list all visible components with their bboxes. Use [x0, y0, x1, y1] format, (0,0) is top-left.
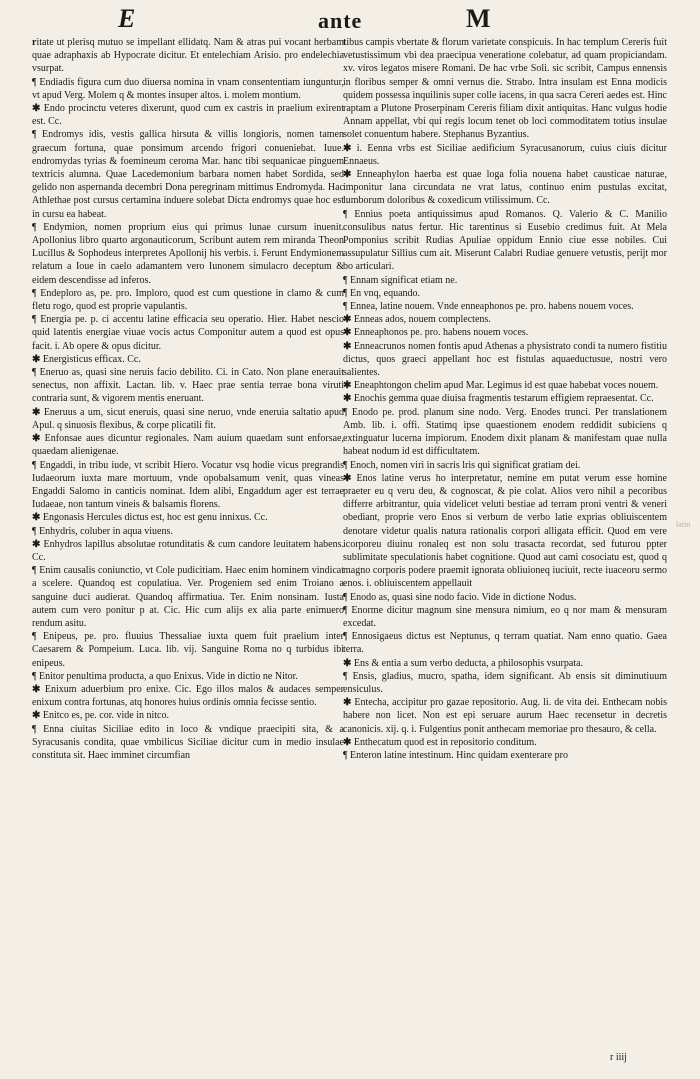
left-column — [32, 36, 344, 1046]
dictionary-entry: ✱ Energisticus efficax. Cc. — [32, 353, 141, 365]
dictionary-entry: ✱ Enochis gemma quae diuisa fragmentis testarum effigiem repraesentat. Cc. — [343, 393, 654, 405]
dictionary-entry: ✱ i. Eenna vrbs est Siciliae aedificium Syracusanorum, cuius ciuis dicitur Ennaeus. — [343, 142, 667, 167]
dictionary-entry: ¶ Enitor penultima producta, a quo Enixus. Vide in dictio ne Nitor. — [32, 670, 298, 682]
dictionary-entry: ✱ Enneacrunos nomen fontis apud Athenas a physistrato condi ta numero fistitiu dictus, quos graeci appellant hoc est fistulas aquaeductusue, nostri vero salientes. — [343, 340, 667, 379]
dictionary-entry: ¶ En vnq, equando. — [343, 287, 421, 299]
dictionary-entry: ¶ Ennius poeta antiquissimus apud Romanos. Q. Valerio & C. Manilio consulibus natus fertur. Hic tarentinus si Eusebio credimus fuit. At Mela Pomponius scribit Rudias Apuliae oppidum Ennio ciue esse nobiles. Cui assupulatur Sillius cum ait. Miserunt Calabri Rudiae genuere vetustis, perijt mor bo articulari. — [343, 208, 667, 273]
dictionary-entry: ✱ Enthecatum quod est in repositorio conditum. — [343, 736, 537, 748]
dictionary-entry: ¶ Ensis, gladius, mucro, spatha, idem significant. Ab ensis sit diminutiuum ensiculus. — [343, 670, 667, 695]
dictionary-entry: ✱ Engonasis Hercules dictus est, hoc est genu innixus. Cc. — [32, 512, 268, 524]
dictionary-entry: ✱ Enos latine verus ho interpretatur, nemine em putat verum esse homine praeter eu q veru deu, & cognoscat, & pie colat. Alios vero nihil a pecoribus differre arbitrantur, quia videlicet veluti bestiae ad terram proni ventri & veneri obediant, proprie vero Enos si verbum de verbo latie exprias obliuiscentem denotare videtur qualis natura rationalis corpori alligata efficit. Quod em vere icorporeu diuinu ronaleq est non solu trasacta recordat, sed futurou ppter sublimitate speculationis habet cognitione. Quod aut cami cosociatu est, quod q magno corporis podere praemit ignorata obliuioneq iuciuit, recte iuaceoru sermo enos. i. obliuiscentem appellauit — [343, 472, 667, 590]
running-head — [0, 4, 700, 34]
dictionary-entry: ¶ Ennosigaeus dictus est Neptunus, q terram quatiat. Nam enno quatio. Gaea terra. — [343, 631, 667, 656]
dictionary-entry: ritate ut plerisq mutuo se impellant ellidatq. Nam & atras pui vocant herbam quae adraphaxis ab Hypocrate dicitur. Et entelechiam Arisio. pro endelechia vsurpat. — [32, 37, 344, 75]
right-column — [343, 36, 667, 1046]
dictionary-entry: ✱ Enixum aduerbium pro enixe. Cic. Ego illos malos & audaces semper enixum contra fortunas, atq honores huius ordinis omnia fecisse sentio. — [32, 683, 344, 709]
dictionary-entry: ¶ Endymion, nomen proprium eius qui primus lunae cursum inuenit. Apollonius libro quarto argonauticorum, Scribunt autem rem miranda Theon Lucillus & Sophodeus interpretes Apollonij his verbis. i. Ferunt Endymionem relatum a Ioue in caelo adamantem vero Iunonem simulacro deceptum & eidem descendisse ad inferos. — [32, 221, 344, 286]
dictionary-entry: ✱ Ens & entia a sum verbo deducta, a philosophis vsurpata. — [343, 657, 584, 669]
dictionary-entry: ¶ Ennea, latine nouem. Vnde enneaphonos pe. pro. habens nouem voces. — [343, 301, 634, 313]
dictionary-entry: ¶ Enna ciuitas Siciliae edito in loco & vndique praecipiti sita, & a Syracusanis condita, quae vmbilicus Siciliae dicitur cum in medio insulae constituta sit. Haec imminet circumfian — [32, 723, 344, 761]
dictionary-entry: ✱ Entecha, accipitur pro gazae repositorio. Aug. li. de vita dei. Enthecam nobis habere non licet. Non est epi seruare aurum Haec recensetur in decretis canonicis. xij. q. i. Fulgentius ponit anthecam memoriae pro thesauro, & cella. — [343, 697, 667, 735]
dictionary-entry: ✱ Enfonsae aues dicuntur regionales. Nam auium quaedam sunt enforsae, quaedam alienigenae. — [32, 433, 344, 458]
dictionary-entry: ¶ Enoch, nomen viri in sacris lris qui significat gratiam dei. — [343, 459, 581, 471]
dictionary-entry: ✱ Enneaphonos pe. pro. habens nouem voces. — [343, 327, 529, 339]
dictionary-entry: ¶ Eneruo as, quasi sine neruis facio debilito. Ci. in Cato. Non plane enerauit senectus, non affixit. Lactan. lib. v. Haec prae sentia terrae bona viruti contraria sunt, & vigorem mentis eneruant. — [32, 367, 344, 405]
dictionary-entry: ✱ Eneaphtongon chelim apud Mar. Legimus id est quae habebat voces nouem. — [343, 380, 659, 392]
dictionary-entry: ¶ Endeploro as, pe. pro. Imploro, quod est cum questione in clamo & cum fletu rogo, quod est proprie vapulantis. — [32, 287, 344, 313]
signature-mark: r iiij — [610, 1052, 627, 1063]
dictionary-entry: ✱ Eneruus a um, sicut eneruis, quasi sine neruo, vnde eneruia saltatio apud Apul. q sinuosis flexibus, & corpe plicatili fit. — [32, 406, 344, 431]
dictionary-entry: ✱ Enhydros lapillus absolutae rotunditatis & cum candore leuitatem habens. Cc. — [32, 538, 344, 563]
header-initial-right: M — [466, 4, 492, 33]
dictionary-entry: ¶ Enim causalis coniunctio, vt Cole pudicitiam. Haec enim hominem vindicat a scelere. Quandoq est copulatiua. Ver. Progeniem sed enim Troiano a sanguine duci audierat. Quandoq affirmatiua. Ter. Enim nonsinam. Iusta autem cum vero ponitur p at. Cic. Hic cum alijs ex alia parte enimuero rendum asitu. — [32, 565, 344, 629]
dictionary-entry: ¶ Enorme dicitur magnum sine mensura nimium, eo q nor mam & mensuram excedat. — [343, 604, 667, 629]
dictionary-entry: ✱ Enneaphylon haerba est quae loga folia nouena habet causticae naturae, imponitur lana circundata ne vrat latus, continuo enim pustulas excitat, lumborum doloribus & coxedicum vtilissimum. Cc. — [343, 169, 667, 207]
dictionary-entry: ¶ Ennam significat etiam ne. — [343, 274, 458, 286]
dictionary-entry: ✱ Endo procinctu veteres dixerunt, quod cum ex castris in praelium exirent est. Cc. — [32, 103, 344, 128]
dictionary-entry: ¶ Enodo pe. prod. planum sine nodo. Verg. Enodes trunci. Per translationem Amb. lib. i. offi. Statimq ipse quaestionem enodem reddidit subiciens q extinguatur lucerna impiorum. Enodem dixit planam & manifestam quae nulla habeat nodum id est difficultatem. — [343, 406, 667, 458]
dictionary-entry: ✱ Enneas ados, nouem complectens. — [343, 314, 491, 326]
header-word: ante — [318, 8, 363, 33]
dictionary-entry: ¶ Enipeus, pe. pro. fluuius Thessaliae iuxta quem fuit praelium inter Caesarem & Pompeium. Luca. lib. vij. Sanguine Roma no q turbidus ibi enipeus. — [32, 631, 344, 669]
margin-note: latin — [676, 520, 691, 529]
dictionary-entry: ¶ Enhydris, coluber in aqua viuens. — [32, 525, 173, 537]
dictionary-entry: ¶ Enodo as, quasi sine nodo facio. Vide in dictione Nodus. — [343, 591, 577, 603]
dictionary-entry: ¶ Enteron latine intestinum. Hinc quidam exenterare pro — [343, 749, 569, 761]
dictionary-entry: ¶ Engaddi, in tribu iude, vt scribit Hiero. Vocatur vsq hodie vicus pregrandis Iudaeorum iuxta mare mortuum, vnde opobalsamum venit, quas vineas Engaddi Salomo in canticis nominat. Idem alibi, Engaddum ager est terrae Iudaeae, non tantum vineis & balsamis florens. — [32, 459, 344, 511]
header-initial-left: E — [118, 4, 137, 33]
dictionary-entry: ¶ Endiadis figura cum duo diuersa nomina in vnam consententiam iunguntur, vt apud Verg. Molem q & montes insuper altos. i. molem montium. — [32, 76, 344, 101]
dictionary-entry: ¶ Energia pe. p. ci accentu latine efficacia seu operatio. Hier. Habet nescio quid latentis energiae viuae vocis actus Componitur autem a quod est opus facit. i. Ab opere & opus dicitur. — [32, 314, 344, 352]
dictionary-entry: ✱ Enitco es, pe. cor. vide in nitco. — [32, 710, 169, 722]
dictionary-entry: ¶ Endromys idis, vestis gallica hirsuta & villis longioris, nomen tamen graecum fortuna, quae ponsimum arcendo frigori conueniebat. Iuue. endromydas tyrias & foemineum ceroma Mar. hanc tibi sequanicae pinguem textricis alumna. Quae Lacedemonium barbara nomen habet Sordida, sed gelido non aspernanda decembri Dona peregrinam mittimus Endromyda. Hac Athlethae post cursus certamina induere solebat Dicta endromys quae hoc est in cursu ea habeat. — [32, 129, 344, 220]
dictionary-entry: tibus campis vbertate & florum varietate conspicuis. In hac templum Cereris fuit vetustissimum vbi dea praecipua veneratione colebatur, ad quam propiciandam. xv. viros legatos misere Romani. De hac vrbe Soli. sic scribit, Campus ennensis in floribus semper & omni vernus die. Strabo. Intra insulam est Enna modicis quidem possessa inquilinis super colle iacens, in qua sacra Cereri aedes est. Hinc raptam a Plutone Proserpinam Cereris filiam dixit antiquitas. Hanc vulgus hodie Annam appellat, vbi qui regis locum tenet ob loci commoditatem totius insulae solet conuentum habere. Stephanus Byzantius. — [343, 37, 667, 141]
